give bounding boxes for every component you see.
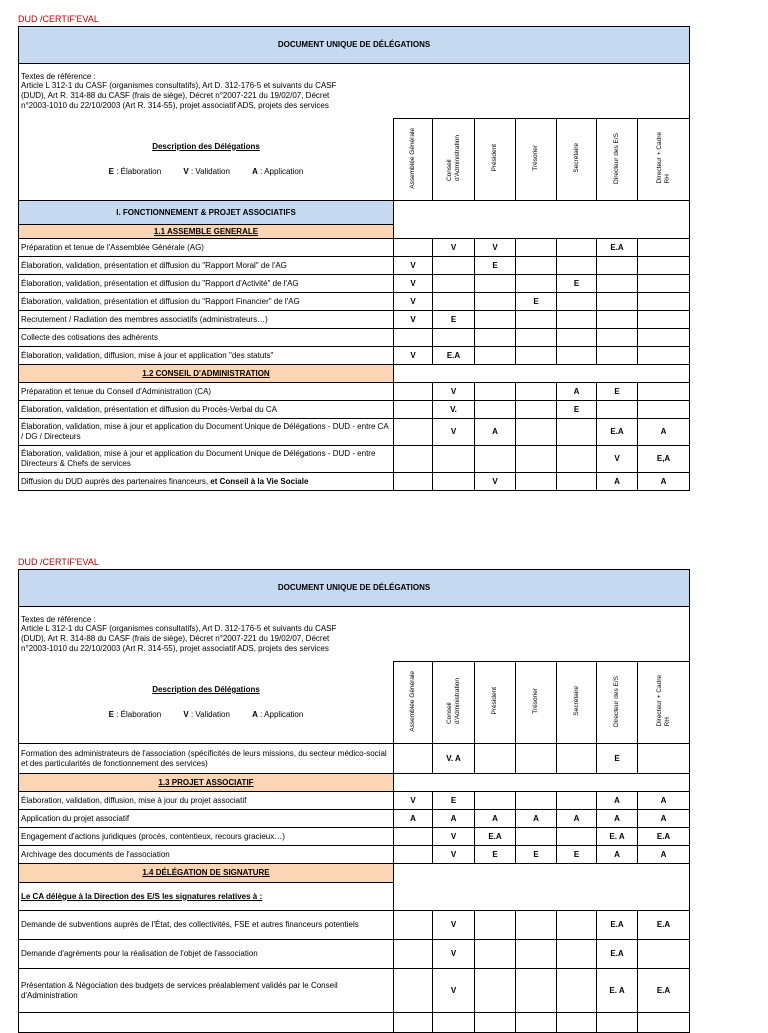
description-title: Description des Délégations <box>152 684 260 694</box>
row-label: Élaboration, validation, présentation et diffusion du "Rapport d'Activité" de l'AG <box>19 275 394 293</box>
cell-ca <box>433 293 475 311</box>
column-header-ag: Assemblée Générale <box>394 119 433 201</box>
cell-directeur: E.A <box>597 239 638 257</box>
cell-directeur: E <box>597 383 638 401</box>
column-header-directeur-rh: Directeur + Cadre RH <box>638 119 690 201</box>
cell-tresorier: A <box>516 810 557 828</box>
table-row <box>19 446 690 473</box>
table-row <box>19 383 690 401</box>
column-header-ag: Assemblée Générale <box>394 662 433 744</box>
subsection-title: 1.3 PROJET ASSOCIATIF <box>19 774 394 792</box>
cell-ag <box>394 446 433 473</box>
row-label <box>19 1013 394 1033</box>
delegation-table-page-1 <box>18 26 690 491</box>
cell-secretaire <box>557 257 597 275</box>
cell-ca <box>433 275 475 293</box>
table-row <box>19 239 690 257</box>
cell-directeur <box>597 347 638 365</box>
cell-president <box>475 293 516 311</box>
cell-president <box>475 744 516 774</box>
cell-ag <box>394 383 433 401</box>
cell-directeur <box>597 275 638 293</box>
section-title: I. FONCTIONNEMENT & PROJET ASSOCIATIFS <box>19 201 394 225</box>
table-row <box>19 311 690 329</box>
cell-tresorier <box>516 311 557 329</box>
cell-ag: V <box>394 293 433 311</box>
cell-directeur-rh <box>638 329 690 347</box>
cell-directeur-rh: E.A <box>638 911 690 940</box>
document-title: DOCUMENT UNIQUE DE DÉLÉGATIONS <box>19 570 690 607</box>
row-label: Application du projet associatif <box>19 810 394 828</box>
cell-secretaire <box>557 744 597 774</box>
cell-directeur-rh <box>638 239 690 257</box>
cell-directeur: E. A <box>597 969 638 1013</box>
cell-tresorier <box>516 401 557 419</box>
cell-secretaire <box>557 329 597 347</box>
cell-president: E <box>475 257 516 275</box>
row-label: Élaboration, validation, présentation et diffusion du "Rapport Moral" de l'AG <box>19 257 394 275</box>
column-header-tresorier: Trésorier <box>516 119 557 201</box>
cell-ca: V <box>433 846 475 864</box>
document-code: DUD /CERTIF'EVAL <box>18 14 99 24</box>
cell-ag <box>394 744 433 774</box>
cell-ag <box>394 940 433 969</box>
cell-secretaire <box>557 419 597 446</box>
cell-ca <box>433 1013 475 1033</box>
cell-directeur-rh <box>638 275 690 293</box>
cell-ca: V <box>433 383 475 401</box>
table-row <box>19 401 690 419</box>
table-row <box>19 329 690 347</box>
description-title: Description des Délégations <box>152 141 260 151</box>
cell-ag: V <box>394 275 433 293</box>
cell-ag <box>394 1013 433 1033</box>
cell-ag: V <box>394 257 433 275</box>
column-header-president: Président <box>475 662 516 744</box>
cell-directeur-rh <box>638 383 690 401</box>
cell-tresorier: E <box>516 293 557 311</box>
table-row <box>19 828 690 846</box>
cell-ca: V. <box>433 401 475 419</box>
cell-directeur-rh <box>638 257 690 275</box>
references-line: Article L 312-1 du CASF (organismes consultatifs), Art D. 312-176-5 et suivants du CASF <box>21 81 337 91</box>
cell-tresorier <box>516 1013 557 1033</box>
row-label: Préparation et tenue de l'Assemblée Générale (AG) <box>19 239 394 257</box>
row-label: Élaboration, validation, présentation et diffusion du "Rapport Financier" de l'AG <box>19 293 394 311</box>
cell-directeur: E <box>597 744 638 774</box>
cell-ag <box>394 969 433 1013</box>
table-row <box>19 1013 690 1033</box>
legend-block <box>19 662 394 744</box>
cell-secretaire <box>557 311 597 329</box>
cell-tresorier <box>516 969 557 1013</box>
cell-directeur-rh: A <box>638 473 690 491</box>
cell-directeur: A <box>597 810 638 828</box>
cell-ag: V <box>394 792 433 810</box>
table-row <box>19 846 690 864</box>
cell-secretaire <box>557 911 597 940</box>
row-label: Élaboration, validation, mise à jour et application du Document Unique de Délégations - DUD - entre Directeurs & Chefs de services <box>19 446 394 473</box>
cell-directeur: V <box>597 446 638 473</box>
subsection-title: 1.2 CONSEIL D'ADMINISTRATION <box>19 365 394 383</box>
cell-ca: V <box>433 239 475 257</box>
row-label: Formation des administrateurs de l'association (spécificités de leurs missions, du secteur médico-social et des particularités de fonctionnement des services) <box>19 744 394 774</box>
cell-secretaire: A <box>557 383 597 401</box>
row-label: Engagement d'actions juridiques (procès, contentieux, recours gracieux…) <box>19 828 394 846</box>
column-header-president: Président <box>475 119 516 201</box>
cell-directeur <box>597 257 638 275</box>
cell-directeur-rh: E.A <box>638 828 690 846</box>
cell-secretaire <box>557 293 597 311</box>
cell-tresorier <box>516 744 557 774</box>
row-label: Collecte des cotisations des adhérents <box>19 329 394 347</box>
references-line: n°2003-1010 du 22/10/2003 (Art R. 314-55), projet associatif ADS, projets des services <box>21 100 329 110</box>
cell-ag <box>394 401 433 419</box>
cell-directeur-rh: A <box>638 846 690 864</box>
cell-ag <box>394 828 433 846</box>
cell-president: V <box>475 239 516 257</box>
cell-secretaire: E <box>557 401 597 419</box>
cell-directeur: E.A <box>597 911 638 940</box>
cell-directeur-rh <box>638 293 690 311</box>
legend-line: E : Élaboration V : Validation A : Application <box>108 710 304 720</box>
cell-tresorier <box>516 940 557 969</box>
cell-president <box>475 792 516 810</box>
cell-secretaire <box>557 969 597 1013</box>
cell-ag <box>394 239 433 257</box>
references-line: Textes de référence : <box>21 71 96 81</box>
cell-directeur <box>597 311 638 329</box>
cell-directeur: A <box>597 473 638 491</box>
cell-president <box>475 401 516 419</box>
cell-president <box>475 275 516 293</box>
cell-ca: E <box>433 792 475 810</box>
cell-secretaire: E <box>557 275 597 293</box>
references-block <box>19 607 690 662</box>
cell-tresorier <box>516 347 557 365</box>
legend-block <box>19 119 394 201</box>
row-label: Élaboration, validation, présentation et diffusion du Procès-Verbal du CA <box>19 401 394 419</box>
cell-ca <box>433 257 475 275</box>
cell-directeur: A <box>597 792 638 810</box>
legend-line: E : Élaboration V : Validation A : Application <box>108 167 304 177</box>
cell-ca: A <box>433 810 475 828</box>
cell-ag <box>394 473 433 491</box>
cell-ag: V <box>394 347 433 365</box>
table-row <box>19 911 690 940</box>
row-label: Demande de subventions auprès de l'État, des collectivités, FSE et autres financeurs potentiels <box>19 911 394 940</box>
document-title: DOCUMENT UNIQUE DE DÉLÉGATIONS <box>19 27 690 64</box>
row-label: Archivage des documents de l'association <box>19 846 394 864</box>
cell-president: E.A <box>475 828 516 846</box>
cell-secretaire <box>557 239 597 257</box>
subsection-title: 1.1 ASSEMBLE GENERALE <box>19 225 394 239</box>
cell-tresorier <box>516 257 557 275</box>
cell-directeur-rh: A <box>638 419 690 446</box>
cell-ca: V <box>433 911 475 940</box>
table-row <box>19 293 690 311</box>
cell-ca: V <box>433 828 475 846</box>
cell-tresorier <box>516 239 557 257</box>
cell-president <box>475 311 516 329</box>
cell-ag <box>394 419 433 446</box>
subsection-title: 1.4 DÉLÉGATION DE SIGNATURE <box>19 864 394 883</box>
cell-ag <box>394 846 433 864</box>
cell-secretaire <box>557 1013 597 1033</box>
cell-president <box>475 383 516 401</box>
cell-ca <box>433 446 475 473</box>
cell-directeur: E.A <box>597 419 638 446</box>
cell-tresorier <box>516 473 557 491</box>
cell-tresorier <box>516 828 557 846</box>
cell-tresorier <box>516 275 557 293</box>
table-row <box>19 969 690 1013</box>
cell-president: A <box>475 419 516 446</box>
cell-tresorier <box>516 383 557 401</box>
column-header-tresorier: Trésorier <box>516 662 557 744</box>
cell-secretaire: E <box>557 846 597 864</box>
column-header-ca: Conseil d'Administration <box>433 662 475 744</box>
column-header-secretaire: Secrétaire <box>557 662 597 744</box>
row-label: Élaboration, validation, diffusion, mise à jour du projet associatif <box>19 792 394 810</box>
cell-tresorier <box>516 329 557 347</box>
cell-ag: V <box>394 311 433 329</box>
row-label: Recrutement / Radiation des membres associatifs (administrateurs…) <box>19 311 394 329</box>
cell-president <box>475 1013 516 1033</box>
cell-directeur: E.A <box>597 940 638 969</box>
cell-president: V <box>475 473 516 491</box>
cell-directeur-rh: E,A <box>638 446 690 473</box>
cell-ca: E <box>433 311 475 329</box>
cell-directeur <box>597 1013 638 1033</box>
cell-directeur: E. A <box>597 828 638 846</box>
cell-president <box>475 347 516 365</box>
table-row <box>19 810 690 828</box>
document-code: DUD /CERTIF'EVAL <box>18 557 99 567</box>
cell-directeur-rh: A <box>638 810 690 828</box>
cell-president <box>475 911 516 940</box>
cell-directeur-rh <box>638 401 690 419</box>
column-header-directeur: Directeur des E/S <box>597 662 638 744</box>
column-header-directeur-rh: Directeur + Cadre RH <box>638 662 690 744</box>
cell-secretaire <box>557 347 597 365</box>
references-block <box>19 64 690 119</box>
cell-ca: V. A <box>433 744 475 774</box>
cell-tresorier <box>516 792 557 810</box>
column-header-directeur: Directeur des E/S <box>597 119 638 201</box>
cell-tresorier <box>516 419 557 446</box>
cell-directeur-rh: E.A <box>638 969 690 1013</box>
cell-directeur <box>597 293 638 311</box>
cell-secretaire <box>557 473 597 491</box>
references-line: Article L 312-1 du CASF (organismes consultatifs), Art D. 312-176-5 et suivants du CASF <box>21 624 337 634</box>
table-row <box>19 940 690 969</box>
table-row <box>19 347 690 365</box>
cell-secretaire <box>557 828 597 846</box>
cell-president: E <box>475 846 516 864</box>
table-row <box>19 419 690 446</box>
cell-directeur-rh <box>638 311 690 329</box>
cell-tresorier <box>516 446 557 473</box>
cell-directeur-rh: A <box>638 792 690 810</box>
cell-president <box>475 969 516 1013</box>
cell-directeur-rh <box>638 744 690 774</box>
row-label: Diffusion du DUD auprès des partenaires financeurs, et Conseil à la Vie Sociale <box>19 473 394 491</box>
cell-ca <box>433 329 475 347</box>
table-row <box>19 792 690 810</box>
cell-secretaire <box>557 940 597 969</box>
row-label: Élaboration, validation, mise à jour et application du Document Unique de Délégations - DUD - entre CA / DG / Directeurs <box>19 419 394 446</box>
cell-directeur: A <box>597 846 638 864</box>
table-row <box>19 473 690 491</box>
table-row <box>19 275 690 293</box>
references-line: Textes de référence : <box>21 614 96 624</box>
cell-ca <box>433 473 475 491</box>
cell-ag <box>394 329 433 347</box>
cell-directeur <box>597 401 638 419</box>
row-label: Préparation et tenue du Conseil d'Administration (CA) <box>19 383 394 401</box>
cell-ca: E.A <box>433 347 475 365</box>
cell-ca: V <box>433 419 475 446</box>
cell-directeur <box>597 329 638 347</box>
signature-intro: Le CA délègue à la Direction des E/S les signatures relatives à : <box>19 883 394 911</box>
cell-secretaire <box>557 792 597 810</box>
row-label: Élaboration, validation, diffusion, mise à jour et application "des statuts" <box>19 347 394 365</box>
cell-tresorier <box>516 911 557 940</box>
cell-directeur-rh <box>638 940 690 969</box>
cell-president <box>475 446 516 473</box>
row-label: Présentation & Négociation des budgets de services préalablement validés par le Conseil d'Administration <box>19 969 394 1013</box>
cell-ag <box>394 911 433 940</box>
cell-president: A <box>475 810 516 828</box>
cell-tresorier: E <box>516 846 557 864</box>
cell-ag: A <box>394 810 433 828</box>
table-row <box>19 257 690 275</box>
references-line: n°2003-1010 du 22/10/2003 (Art R. 314-55), projet associatif ADS, projets des services <box>21 643 329 653</box>
cell-president <box>475 329 516 347</box>
references-line: (DUD), Art R. 314-88 du CASF (frais de siège), Décret n°2007-221 du 19/02/07, Décret <box>21 91 330 100</box>
cell-president <box>475 940 516 969</box>
table-row <box>19 744 690 774</box>
cell-secretaire: A <box>557 810 597 828</box>
row-label: Demande d'agréments pour la réalisation de l'objet de l'association <box>19 940 394 969</box>
column-header-secretaire: Secrétaire <box>557 119 597 201</box>
cell-ca: V <box>433 969 475 1013</box>
column-header-ca: Conseil d'Administration <box>433 119 475 201</box>
cell-ca: V <box>433 940 475 969</box>
cell-secretaire <box>557 446 597 473</box>
delegation-table-page-2 <box>18 569 690 1033</box>
references-line: (DUD), Art R. 314-88 du CASF (frais de siège), Décret n°2007-221 du 19/02/07, Décret <box>21 634 330 643</box>
cell-directeur-rh <box>638 1013 690 1033</box>
cell-directeur-rh <box>638 347 690 365</box>
